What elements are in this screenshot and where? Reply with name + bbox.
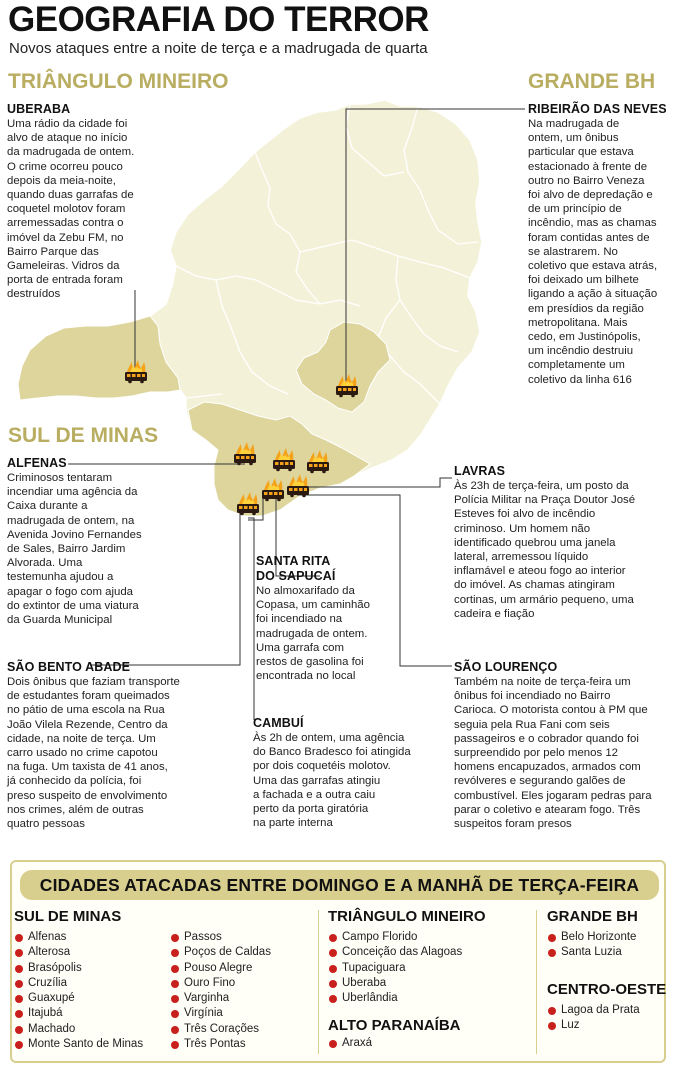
description-line: coletivo que estava atrás, xyxy=(528,260,658,273)
description-line: de estudantes foram queimados xyxy=(7,690,170,703)
bullet-icon xyxy=(15,980,23,988)
city-list-item xyxy=(547,930,636,945)
bullet-icon xyxy=(15,934,23,942)
summary-sul-de-minas-col2 xyxy=(170,930,271,1052)
city-list-label: Ouro Fino xyxy=(184,976,236,989)
city-list-item xyxy=(170,961,271,976)
bullet-icon xyxy=(15,995,23,1003)
city-list-label: Guaxupé xyxy=(28,992,75,1005)
city-list-label: Passos xyxy=(184,931,222,943)
city-list-label: Araxá xyxy=(342,1037,373,1049)
description-line: ligando a ação à situação xyxy=(528,288,658,301)
description-line: Avenida Jovino Fernandes xyxy=(7,528,142,541)
description-line: homens encapuzados, armados com xyxy=(454,761,641,774)
city-list-label: Poços de Caldas xyxy=(184,946,271,959)
burning-bus-icon-lavras xyxy=(307,450,329,473)
description-line: arremessadas contra o xyxy=(7,217,124,230)
description-line: quatro pessoas xyxy=(7,818,85,831)
description-line: alvo de ataque no início xyxy=(7,132,128,145)
description-line: metropolitana. Mais xyxy=(528,316,628,329)
city-list-label: Conceição das Alagoas xyxy=(342,946,463,959)
bullet-icon xyxy=(171,949,179,957)
description-line: identificado quebrou uma janela xyxy=(454,536,616,549)
city-list-item xyxy=(328,945,462,960)
city-list-item xyxy=(14,1037,143,1052)
bullet-icon xyxy=(15,1026,23,1034)
summary-alto-paranaiba-title: ALTO PARANAÍBA xyxy=(328,1017,461,1034)
description-line: No almoxarifado da xyxy=(256,585,355,597)
description-line: restos de gasolina foi xyxy=(256,656,364,669)
description-line: cedo, em Justinópolis, xyxy=(528,331,641,344)
summary-grande-bh-title: GRANDE BH xyxy=(547,908,638,925)
attack-alfenas xyxy=(7,456,187,627)
city-list-label: Luz xyxy=(561,1019,580,1032)
attack-description xyxy=(256,584,416,683)
city-list-label: Cruzília xyxy=(28,976,67,989)
summary-triangulo-title: TRIÂNGULO MINEIRO xyxy=(328,908,486,925)
attack-cambui xyxy=(253,716,438,830)
description-line: madrugada de ontem, na xyxy=(7,514,135,527)
city-list-item xyxy=(170,1022,271,1037)
description-line: da Guarda Municipal xyxy=(7,614,113,627)
bullet-icon xyxy=(171,934,179,942)
summary-banner: CIDADES ATACADAS ENTRE DOMINGO E A MANHÃ DE TERÇA-FEIRA xyxy=(20,870,659,900)
description-line: Copasa, um caminhão xyxy=(256,599,370,612)
city-name: ALFENAS xyxy=(7,456,67,470)
description-line: Gameleiras. Vidros da xyxy=(7,260,120,273)
city-list-item xyxy=(170,1037,271,1052)
description-line: do imóvel. As chamas atingiram xyxy=(454,579,615,592)
description-line: Às 2h de ontem, uma agência xyxy=(253,732,405,744)
description-line: apagar o fogo com ajuda xyxy=(7,585,134,598)
summary-sul-de-minas-title: SUL DE MINAS xyxy=(14,908,122,925)
description-line: cortinas, um armário pequeno, uma xyxy=(454,593,634,606)
city-list-item xyxy=(328,961,462,976)
city-list-item xyxy=(14,930,143,945)
city-list-label: Itajubá xyxy=(28,1007,63,1020)
description-line: Uma das garrafas atingiu xyxy=(253,774,381,787)
description-line: Esteves foi alvo de incêndio xyxy=(454,508,596,521)
city-list-item xyxy=(328,976,462,991)
description-line: quando duas garrafas de xyxy=(7,189,134,202)
description-line: Uma rádio da cidade foi xyxy=(7,118,128,130)
description-line: parar o coletivo e atearam fogo. Três xyxy=(454,803,641,816)
description-line: Polícia Militar na Praça Doutor José xyxy=(454,494,636,507)
description-line: foram contidas antes de xyxy=(528,231,650,244)
city-name: LAVRAS xyxy=(454,464,506,478)
burning-bus-icon-sao-lourenco xyxy=(287,474,309,497)
description-line: na fuga. Um taxista de 41 anos, xyxy=(7,761,168,774)
attack-description xyxy=(454,479,669,621)
description-line: outro no Bairro Veneza xyxy=(528,174,645,187)
attack-description xyxy=(7,675,197,831)
description-line: do Banco Bradesco foi atingida xyxy=(253,746,411,759)
description-line: encontrada no local xyxy=(256,670,356,683)
city-list-label: Lagoa da Prata xyxy=(561,1004,640,1016)
description-line: um incêndio destruiu xyxy=(528,345,634,358)
bullet-icon xyxy=(548,1022,556,1030)
description-line: João Vilela Rezende, Centro da xyxy=(7,718,168,731)
bullet-icon xyxy=(548,1007,556,1015)
description-line: da madrugada de ontem. xyxy=(7,146,135,159)
attack-uberaba xyxy=(7,102,187,302)
description-line: do extintor de uma viatura xyxy=(7,599,139,612)
attack-description xyxy=(528,117,674,387)
city-list-label: Machado xyxy=(28,1022,76,1035)
attack-description xyxy=(7,117,187,302)
city-list-label: Campo Florido xyxy=(342,931,418,943)
description-line: completamente um xyxy=(528,359,625,372)
city-list-item xyxy=(170,976,271,991)
city-list-item xyxy=(14,945,143,960)
bullet-icon xyxy=(548,949,556,957)
burning-bus-icon-ribeirao xyxy=(336,374,358,397)
city-name: SÃO LOURENÇO xyxy=(454,660,558,674)
description-line: já conhecido da polícia, foi xyxy=(7,775,142,788)
description-line: coquetel molotov foram xyxy=(7,203,126,216)
region-label-grande-bh: GRANDE BH xyxy=(528,70,656,93)
description-line: no pátio de uma escola na Rua xyxy=(7,704,165,717)
description-line: Também na noite de terça-feira um xyxy=(454,676,631,688)
city-list-label: Brasópolis xyxy=(28,961,82,974)
city-list-item xyxy=(14,1022,143,1037)
attack-description xyxy=(7,471,187,627)
attack-description xyxy=(253,731,438,830)
bullet-icon xyxy=(15,949,23,957)
description-line: madrugada de ontem. xyxy=(256,627,368,640)
burning-bus-icon-sao-bento xyxy=(262,478,284,501)
description-line: foi incendiado na xyxy=(256,613,343,626)
description-line: preso suspeito de envolvimento xyxy=(7,789,168,802)
description-line: estacionado à frente de xyxy=(528,160,648,173)
description-line: particular que estava xyxy=(528,146,634,159)
description-line: ontem, um ônibus xyxy=(528,132,619,145)
description-line: imóvel da Zebu FM, no xyxy=(7,231,124,244)
bullet-icon xyxy=(15,1041,23,1049)
attack-description xyxy=(454,675,669,831)
description-line: Às 23h de terça-feira, um posto da xyxy=(454,480,629,492)
city-list-label: Santa Luzia xyxy=(561,946,622,959)
bullet-icon xyxy=(329,995,337,1003)
description-line: perto da porta giratória xyxy=(253,803,369,816)
description-line: O crime ocorreu pouco xyxy=(7,160,123,173)
bullet-icon xyxy=(171,1041,179,1049)
description-line: Uma garrafa com xyxy=(256,641,344,654)
city-list-item xyxy=(14,976,143,991)
description-line: se alastrarem. No xyxy=(528,245,618,258)
description-line: Na madrugada de xyxy=(528,118,620,130)
description-line: coletivo da linha 616 xyxy=(528,373,632,386)
city-list-item xyxy=(170,945,271,960)
city-list-label: Varginha xyxy=(184,992,230,1005)
summary-divider-2 xyxy=(536,910,537,1054)
summary-centro-oeste-title: CENTRO-OESTE xyxy=(547,981,667,998)
attack-santa-rita-do-sapucai xyxy=(256,554,416,683)
description-line: na parte interna xyxy=(253,817,333,830)
summary-grande-bh-list xyxy=(547,930,636,961)
description-line: foi alvo de depredação e xyxy=(528,189,653,202)
city-list-label: Tupaciguara xyxy=(342,961,406,974)
city-name-line1: SANTA RITA xyxy=(256,554,331,568)
attack-ribeirao-das-neves xyxy=(528,102,674,387)
description-line: testemunha ajudou a xyxy=(7,571,114,584)
city-list-item xyxy=(547,1003,640,1018)
city-name: SÃO BENTO ABADE xyxy=(7,660,131,674)
burning-bus-icon-cambui xyxy=(237,492,259,515)
description-line: porta de entrada foram xyxy=(7,274,123,287)
bullet-icon xyxy=(329,1040,337,1048)
city-list-label: Monte Santo de Minas xyxy=(28,1038,144,1051)
attack-sao-bento-abade xyxy=(7,660,197,831)
summary-centro-oeste-list xyxy=(547,1003,640,1034)
bullet-icon xyxy=(171,965,179,973)
description-line: destruídos xyxy=(7,288,61,301)
city-list-item xyxy=(14,961,143,976)
description-line: nos crimes, além de outras xyxy=(7,803,144,816)
city-list-item xyxy=(547,1018,640,1033)
description-line: foi deixado um bilhete xyxy=(528,274,639,287)
city-list-item xyxy=(14,991,143,1006)
page-title: GEOGRAFIA DO TERROR xyxy=(8,0,429,39)
description-line: inflamável e ateou fogo ao interior xyxy=(454,565,626,578)
bullet-icon xyxy=(171,980,179,988)
city-name: UBERABA xyxy=(7,102,71,116)
description-line: revólveres e segurando galões de xyxy=(454,775,626,788)
description-line: de Sales, Bairro Jardim xyxy=(7,543,126,556)
bullet-icon xyxy=(329,949,337,957)
region-label-sul-de-minas: SUL DE MINAS xyxy=(8,424,159,447)
city-list-item xyxy=(14,1006,143,1021)
city-list-item xyxy=(547,945,636,960)
city-list-item xyxy=(328,991,462,1006)
description-line: incêndio, mas as chamas xyxy=(528,217,657,230)
description-line: Criminosos tentaram xyxy=(7,472,113,484)
description-line: combustível. Eles jogaram pedras para xyxy=(454,789,652,802)
burning-bus-icon-uberaba xyxy=(125,360,147,383)
bullet-icon xyxy=(171,995,179,1003)
description-line: de um princípio de xyxy=(528,203,622,216)
summary-divider-1 xyxy=(318,910,319,1054)
description-line: lateral, arremessou líquido xyxy=(454,551,589,564)
city-list-item xyxy=(328,930,462,945)
description-line: Bairro Parque das xyxy=(7,245,99,258)
burning-bus-icon-alfenas xyxy=(234,442,256,465)
page-subtitle: Novos ataques entre a noite de terça e a madrugada de quarta xyxy=(9,40,428,57)
city-name: RIBEIRÃO DAS NEVES xyxy=(528,102,667,116)
description-line: passageiros e o cobrador quando foi xyxy=(454,732,639,745)
description-line: cidade, na noite de terça. Um xyxy=(7,732,156,745)
city-list-label: Pouso Alegre xyxy=(184,961,253,974)
city-list-label: Três Pontas xyxy=(184,1038,246,1051)
description-line: ônibus foi incendiado no Bairro xyxy=(454,690,611,703)
city-name-line2: DO SAPUCAÍ xyxy=(256,569,336,583)
description-line: surpreendido por pelo menos 12 xyxy=(454,747,619,760)
description-line: Dois ônibus que faziam transporte xyxy=(7,676,180,688)
bullet-icon xyxy=(548,934,556,942)
city-list-label: Alfenas xyxy=(28,931,67,943)
city-list-item xyxy=(170,1006,271,1021)
summary-triangulo-list xyxy=(328,930,462,1006)
bullet-icon xyxy=(15,1010,23,1018)
summary-sul-de-minas-col1 xyxy=(14,930,143,1052)
description-line: incendiar uma agência da xyxy=(7,486,138,499)
description-line: criminoso. Um homem não xyxy=(454,522,591,535)
description-line: por dois coquetéis molotov. xyxy=(253,760,391,773)
description-line: a fachada e a outra caiu xyxy=(253,788,376,801)
city-name: CAMBUÍ xyxy=(253,716,304,730)
description-line: seguia pela Rua Fani com seis xyxy=(454,718,610,731)
attack-sao-lourenco xyxy=(454,660,669,831)
city-list-item xyxy=(170,991,271,1006)
description-line: depois da meia-noite, xyxy=(7,174,116,187)
city-list-label: Três Corações xyxy=(184,1022,259,1035)
bullet-icon xyxy=(329,965,337,973)
region-label-triangulo: TRIÂNGULO MINEIRO xyxy=(8,70,229,93)
summary-alto-paranaiba-list xyxy=(328,1036,372,1051)
description-line: em presídios da região xyxy=(528,302,644,315)
attack-lavras xyxy=(454,464,669,621)
city-list-label: Belo Horizonte xyxy=(561,931,637,943)
city-list-label: Alterosa xyxy=(28,946,71,959)
description-line: Caixa durante a xyxy=(7,500,88,513)
city-list-label: Uberaba xyxy=(342,976,387,989)
city-list-label: Uberlândia xyxy=(342,992,398,1005)
description-line: carro usado no crime capotou xyxy=(7,747,158,760)
bullet-icon xyxy=(329,934,337,942)
city-list-item xyxy=(170,930,271,945)
description-line: suspeitos foram presos xyxy=(454,818,572,831)
description-line: Alvorada. Uma xyxy=(7,557,83,570)
description-line: cadeira e fiação xyxy=(454,607,535,620)
description-line: Carioca. O motorista contou à PM que xyxy=(454,704,648,717)
city-list-label: Virgínia xyxy=(184,1007,223,1020)
bullet-icon xyxy=(171,1026,179,1034)
bullet-icon xyxy=(171,1010,179,1018)
city-list-item xyxy=(328,1036,372,1051)
burning-bus-icon-santa-rita xyxy=(273,448,295,471)
bullet-icon xyxy=(329,980,337,988)
bullet-icon xyxy=(15,965,23,973)
